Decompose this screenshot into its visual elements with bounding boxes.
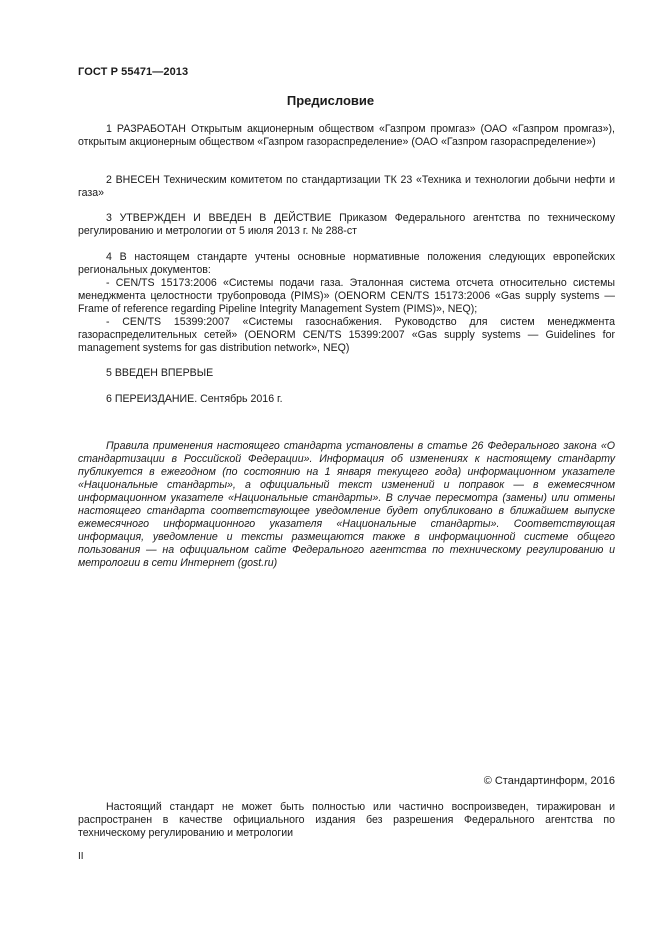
page-number: II bbox=[78, 851, 84, 862]
standard-application-notice: Правила применения настоящего стандарта установлены в статье 26 Федерального закона «О стандартизации в Российской Федерации». Информация об изменениях к настоящему стандарту публикуется в ежегодном (по состоянию на 1 января текущего года) информационном указателе «Национальные стандарты», а официальный текст изменений и поправок — в ежемесячном информационном указателе «Национальные стандарты». В случае пересмотра (замены) или отмены настоящего стандарта соответствующее уведомление будет опубликовано в ближайшем выпуске ежемесячного информационного указателя «Национальные стандарты». Соответствующая информация, уведомление и тексты размещаются также в информационной системе общего пользования — на официальном сайте Федерального агентства по техническому регулированию и метрологии в сети Интернет (gost.ru) bbox=[78, 440, 615, 569]
page-title: Предисловие bbox=[286, 93, 375, 108]
section-3: 3 УТВЕРЖДЕН И ВВЕДЕН В ДЕЙСТВИЕ Приказом Федерального агентства по техническому регулированию и метрологии от 5 июля 2013 г. № 288-ст bbox=[78, 212, 615, 237]
section-6: 6 ПЕРЕИЗДАНИЕ. Сентябрь 2016 г. bbox=[106, 393, 283, 405]
section-4-intro: 4 В настоящем стандарте учтены основные нормативные положения следующих европейских региональных документов: bbox=[78, 251, 615, 276]
section-4-item-1: - CEN/TS 15173:2006 «Системы подачи газа. Эталонная система отсчета относительно системы менеджмента целостности трубопровода (PIMS)» (OENORM CEN/TS 15173:2006 «Gas supply systems — Frame of reference regarding Pipeline Integrity Management System (PIMS)», NEQ); bbox=[78, 277, 615, 315]
document-code: ГОСТ Р 55471—2013 bbox=[78, 66, 189, 78]
section-1: 1 РАЗРАБОТАН Открытым акционерным обществом «Газпром промгаз» (ОАО «Газпром промгаз»), открытым акционерным обществом «Газпром газораспределение» (ОАО «Газпром газораспределение») bbox=[78, 123, 615, 148]
section-4-item-2: - CEN/TS 15399:2007 «Системы газоснабжения. Руководство для систем менеджмента газораспределительных сетей» (OENORM CEN/TS 15399:2007 «Gas supply systems — Guidelines for management systems for gas distribution network», NEQ) bbox=[78, 316, 615, 354]
section-4 bbox=[78, 251, 615, 355]
copyright: © Стандартинформ, 2016 bbox=[483, 775, 615, 787]
reproduction-notice: Настоящий стандарт не может быть полностью или частично воспроизведен, тиражирован и распространен в качестве официального издания без разрешения Федерального агентства по техническому регулированию и метрологии bbox=[78, 801, 615, 839]
section-2: 2 ВНЕСЕН Техническим комитетом по стандартизации ТК 23 «Техника и технологии добычи нефти и газа» bbox=[78, 174, 615, 199]
section-5: 5 ВВЕДЕН ВПЕРВЫЕ bbox=[106, 367, 214, 379]
